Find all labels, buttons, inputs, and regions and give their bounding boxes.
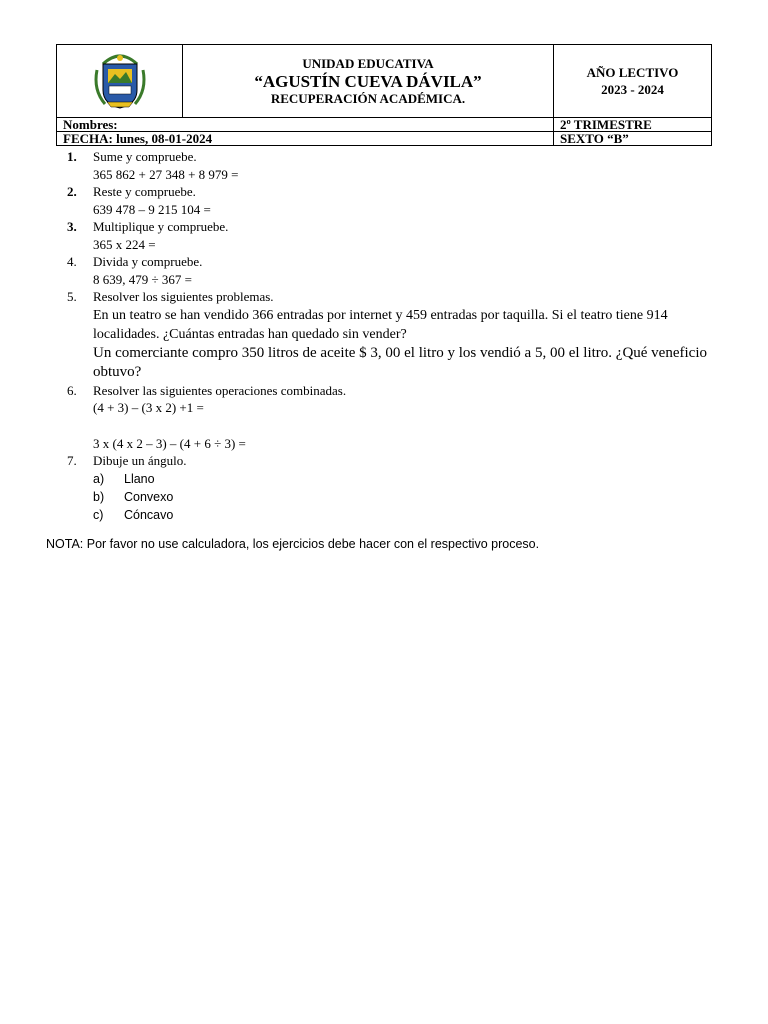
exercise-line: 365 x 224 =	[93, 236, 156, 252]
exercise-number: 6.	[67, 382, 77, 398]
exercise-7	[62, 452, 722, 470]
year-value: 2023 - 2024	[601, 82, 664, 97]
exercise-4	[62, 253, 722, 288]
exercise-problem: En un teatro se han vendido 366 entradas por internet y 459 entradas por taquilla. Si el teatro tiene 914 localidades. ¿Cuántas entradas han quedado sin vender?	[93, 307, 668, 342]
school-line1: UNIDAD EDUCATIVA	[302, 55, 434, 71]
option-letter: b)	[93, 489, 105, 504]
exercise-number: 4.	[67, 254, 77, 269]
date-field: FECHA: lunes, 08-01-2024	[57, 132, 554, 146]
names-field: Nombres:	[57, 118, 554, 132]
exercise-title: Resolver los siguientes problemas.	[93, 289, 274, 304]
exercise-5	[62, 288, 722, 382]
exercise-line: 3 x (4 x 2 – 3) – (4 + 6 ÷ 3) =	[93, 435, 246, 451]
exercise-number: 1.	[67, 149, 77, 164]
year-cell	[554, 45, 712, 118]
exercise-6	[62, 382, 722, 453]
exercise-number: 7.	[67, 453, 77, 468]
exercise-list	[62, 148, 722, 524]
header-table	[56, 44, 712, 146]
exercise-line: 639 478 – 9 215 104 =	[93, 201, 211, 217]
school-name: “AGUSTÍN CUEVA DÁVILA”	[254, 71, 482, 91]
exercise-title: Divida y compruebe.	[93, 254, 203, 269]
title-cell	[183, 45, 554, 118]
document-subtitle: RECUPERACIÓN ACADÉMICA.	[270, 90, 466, 106]
option-a	[62, 470, 722, 488]
year-label: AÑO LECTIVO	[586, 65, 679, 80]
logo-cell	[57, 45, 183, 118]
school-crest-icon	[89, 46, 151, 112]
exercise-title: Sume y compruebe.	[93, 149, 197, 164]
option-b	[62, 488, 722, 506]
exercise-title: Resolver las siguientes operaciones combinadas.	[93, 382, 347, 398]
exercise-title: Multiplique y compruebe.	[93, 219, 229, 234]
exercise-line: 8 639, 479 ÷ 367 =	[93, 271, 192, 287]
exercise-number: 3.	[67, 219, 77, 234]
term-field: 2º TRIMESTRE	[554, 118, 712, 132]
exercise-line: (4 + 3) – (3 x 2) +1 =	[93, 400, 204, 415]
exercise-title: Reste y compruebe.	[93, 184, 196, 199]
exercise-number: 5.	[67, 289, 77, 304]
option-text: Cóncavo	[124, 507, 174, 522]
option-letter: a)	[93, 471, 105, 486]
option-text: Llano	[124, 471, 155, 486]
exercise-problem: Un comerciante compro 350 litros de aceite $ 3, 00 el litro y los vendió a 5, 00 el litro. ¿Qué veneficio obtuvo?	[93, 344, 707, 380]
exercise-number: 2.	[67, 184, 77, 199]
exercise-2	[62, 183, 722, 218]
option-letter: c)	[93, 507, 104, 522]
grade-field: SEXTO “B”	[554, 132, 712, 146]
option-c	[62, 506, 722, 524]
option-text: Convexo	[124, 489, 174, 504]
exercise-line: 365 862 + 27 348 + 8 979 =	[93, 166, 239, 182]
note-text: NOTA: Por favor no use calculadora, los ejercicios debe hacer con el respectivo proceso.	[46, 537, 540, 551]
exercise-title: Dibuje un ángulo.	[93, 453, 187, 468]
exercise-3	[62, 218, 722, 253]
exercise-1	[62, 148, 722, 183]
